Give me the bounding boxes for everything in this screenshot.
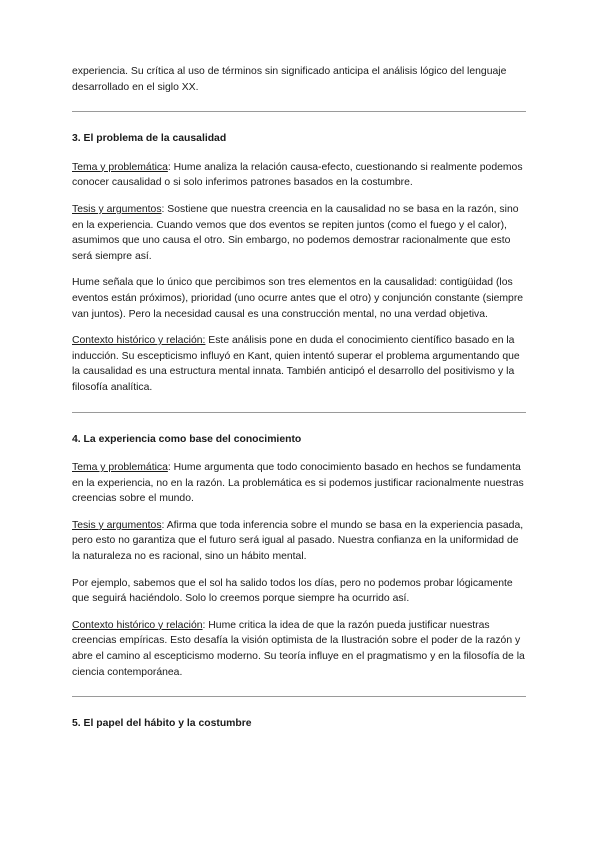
document-page [72, 64, 526, 732]
text-tesis: : Sostiene que nuestra creencia en la causalidad no se basa en la razón, sino en la experiencia. Cuando vemos que dos eventos se repiten juntos (como el fuego y el calor), asumimos que uno causa el otro. Sin embargo, no podemos demostrar racionalmente que esto será siempre así. [72, 203, 519, 262]
text-tema: : Hume analiza la relación causa-efecto, cuestionando si realmente podemos conocer causalidad o si solo inferimos patrones basados en la costumbre. [72, 161, 523, 189]
label-contexto: Contexto histórico y relación [72, 619, 203, 631]
paragraph-tema [72, 460, 526, 507]
paragraph-tesis [72, 518, 526, 565]
paragraph-contexto [72, 618, 526, 680]
label-tesis: Tesis y argumentos [72, 203, 162, 215]
intro-continuation: experiencia. Su crítica al uso de términos sin significado anticipa el análisis lógico del lenguaje desarrollado en el siglo XX. [72, 66, 507, 93]
section-heading: 5. El papel del hábito y la costumbre [72, 718, 252, 730]
paragraph-body: Por ejemplo, sabemos que el sol ha salido todos los días, pero no podemos probar lógicamente que seguirá haciéndolo. Solo lo creemos porque siempre ha ocurrido así. [72, 577, 513, 605]
text-tesis: : Afirma que toda inferencia sobre el mundo se basa en la experiencia pasada, pero esto no garantiza que el futuro será igual al pasado. Nuestra confianza en la uniformidad de la naturaleza no es racional, sino un hábito mental. [72, 519, 524, 563]
text-tema: : Hume argumenta que todo conocimiento basado en hechos se fundamenta en la experiencia, no en la razón. La problemática es si podemos justificar racionalmente nuestras creencias sobre el mundo. [72, 462, 524, 505]
paragraph-contexto [72, 333, 526, 395]
paragraph-tesis [72, 202, 526, 264]
label-tema: Tema y problemática [72, 161, 168, 173]
paragraph-tema [72, 160, 526, 191]
label-contexto: Contexto histórico y relación: [72, 335, 206, 347]
text-contexto: : Hume critica la idea de que la razón pueda justificar nuestras creencias empíricas. Esto desafía la visión optimista de la Ilustración sobre el poder de la razón y abre el camino al escepticismo moderno. Su teoría influye en el pragmatismo y en la filosofía de la ciencia contemporánea. [72, 619, 525, 678]
label-tesis: Tesis y argumentos [72, 519, 162, 531]
section-heading: 3. El problema de la causalidad [72, 133, 227, 145]
paragraph-body: Hume señala que lo único que percibimos son tres elementos en la causalidad: contigüidad (los eventos están próximos), prioridad (uno ocurre antes que el otro) y conjunción constante (siempre van juntos). Pero la necesidad causal es una construcción mental, no una verdad objetiva. [72, 277, 524, 320]
label-tema: Tema y problemática [72, 462, 168, 474]
section-heading: 4. La experiencia como base del conocimiento [72, 433, 302, 445]
text-contexto: Este análisis pone en duda el conocimiento científico basado en la inducción. Su escepticismo influyó en Kant, quien intentó superar el problema argumentando que la causalidad es una estructura mental innata. También anticipó el desarrollo del positivismo y la filosofía analítica. [72, 335, 520, 393]
